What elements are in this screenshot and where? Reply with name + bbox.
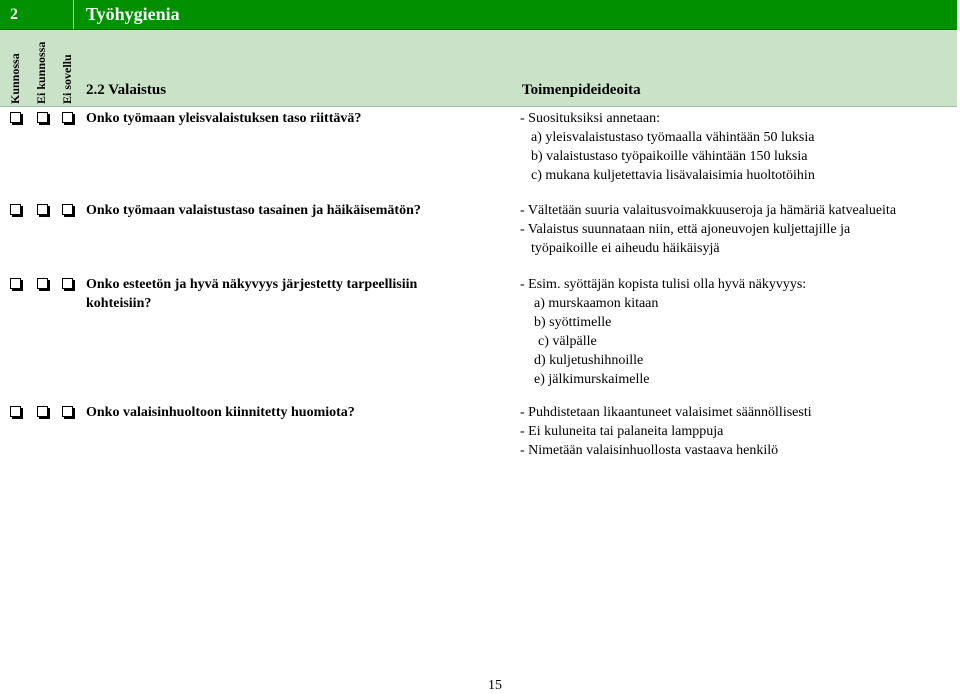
column-label-not-ok: Ei kunnossa [34, 41, 48, 104]
column-label-ok: Kunnossa [8, 53, 22, 104]
checkbox-not-ok[interactable] [37, 406, 48, 417]
checkbox-ok[interactable] [10, 112, 21, 123]
answer-line: c) välpälle [538, 334, 597, 349]
checkbox-not-applicable[interactable] [62, 204, 73, 215]
answer-line: d) kuljetushihnoille [534, 353, 644, 368]
answer-line: - Puhdistetaan likaantuneet valaisimet säännöllisesti [520, 405, 812, 420]
page-number: 15 [488, 678, 502, 693]
answer-text [520, 201, 950, 258]
section-title: Työhygienia [86, 4, 180, 24]
answer-line: - Ei kuluneita tai palaneita lamppuja [520, 424, 724, 439]
question-text: Onko työmaan valaistustaso tasainen ja häikäisemätön? [86, 203, 421, 218]
checkbox-not-ok[interactable] [37, 278, 48, 289]
section-number: 2 [0, 0, 74, 29]
answer-line: e) jälkimurskaimelle [534, 372, 650, 387]
answer-line: b) syöttimelle [534, 315, 612, 330]
checkbox-ok[interactable] [10, 204, 21, 215]
checkbox-ok[interactable] [10, 278, 21, 289]
answer-line: - Nimetään valaisinhuollosta vastaava henkilö [520, 443, 779, 458]
checkbox-not-ok[interactable] [37, 112, 48, 123]
answer-text [520, 275, 950, 389]
column-label-not-applicable: Ei sovellu [60, 54, 74, 104]
checkbox-not-applicable[interactable] [62, 112, 73, 123]
ideas-column-title: Toimenpideideoita [522, 82, 641, 98]
answer-line: työpaikoille ei aiheudu häikäisyjä [531, 241, 720, 256]
answer-line: - Suosituksiksi annetaan: [520, 111, 660, 126]
answer-line: c) mukana kuljetettavia lisävalaisimia huoltotöihin [531, 168, 815, 183]
question-text: Onko työmaan yleisvalaistuksen taso riittävä? [86, 111, 362, 126]
answer-line: - Valaistus suunnataan niin, että ajoneuvojen kuljettajille ja [520, 222, 851, 237]
checkbox-not-ok[interactable] [37, 204, 48, 215]
checkbox-ok[interactable] [10, 406, 21, 417]
question-text: Onko esteetön ja hyvä näkyvyys järjestetty tarpeellisiin kohteisiin? [86, 277, 418, 311]
answer-text [520, 403, 950, 460]
answer-text [520, 109, 950, 185]
question-text: Onko valaisinhuoltoon kiinnitetty huomiota? [86, 405, 355, 420]
answer-line: a) murskaamon kitaan [534, 296, 659, 311]
answer-line: - Vältetään suuria valaitusvoimakkuuseroja ja hämäriä katvealueita [520, 203, 897, 218]
answer-line: b) valaistustaso työpaikoille vähintään 150 luksia [531, 149, 808, 164]
checkbox-not-applicable[interactable] [62, 278, 73, 289]
section-header [0, 0, 957, 30]
answer-line: a) yleisvalaistustaso työmaalla vähintään 50 luksia [531, 130, 815, 145]
answer-line: - Esim. syöttäjän kopista tulisi olla hyvä näkyvyys: [520, 277, 807, 292]
subsection-title: 2.2 Valaistus [86, 82, 167, 98]
checkbox-not-applicable[interactable] [62, 406, 73, 417]
